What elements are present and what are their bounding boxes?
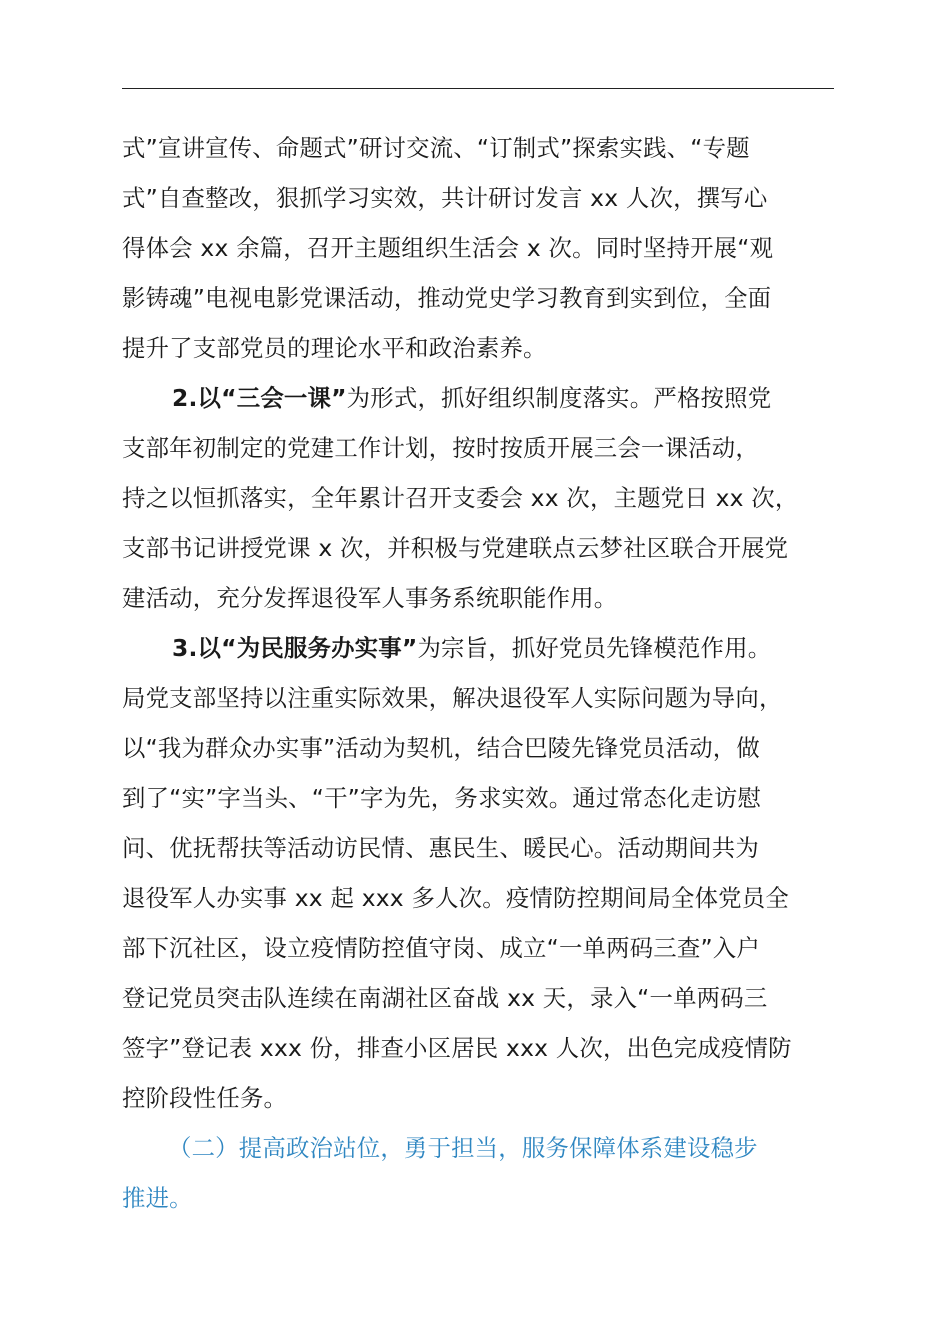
text-line: 部下沉社区，设立疫情防控值守岗、成立“一单两码三查”入户 — [122, 934, 760, 962]
text-line: 支部年初制定的党建工作计划，按时按质开展三会一课活动， — [122, 434, 759, 462]
text-line: 式”宣讲宣传、命题式”研讨交流、“订制式”探索实践、“专题 — [122, 134, 750, 162]
text-line: 式”自查整改，狠抓学习实效，共计研讨发言 xx 人次，撰写心 — [122, 184, 768, 212]
section-heading-line: 推进。 — [122, 1184, 193, 1212]
paragraph-study-activities — [122, 123, 838, 373]
text-line — [122, 373, 838, 423]
text-line: 签字”登记表 xxx 份，排查小区居民 xxx 人次，出色完成疫情防 — [122, 1034, 792, 1062]
text-line: 退役军人办实事 xx 起 xxx 多人次。疫情防控期间局全体党员全 — [122, 884, 789, 912]
document-body — [122, 123, 838, 1223]
text-line: 建活动，充分发挥退役军人事务系统职能作用。 — [122, 584, 618, 612]
item-serve-people — [122, 623, 838, 1123]
text-line: 控阶段性任务。 — [122, 1084, 288, 1112]
item-organization-system — [122, 373, 838, 623]
text-line: 问、优抚帮扶等活动访民情、惠民生、暖民心。活动期间共为 — [122, 834, 759, 862]
text-line: 登记党员突击队连续在南湖社区奋战 xx 天，录入“一单两码三 — [122, 984, 768, 1012]
item-heading: 2.以“三会一课” — [172, 384, 347, 412]
section-heading-2 — [122, 1123, 838, 1223]
header-rule — [122, 88, 834, 89]
section-heading-line: （二）提高政治站位，勇于担当，服务保障体系建设稳步 — [168, 1134, 758, 1162]
item-heading: 3.以“为民服务办实事” — [172, 634, 418, 662]
text-line: 到了“实”字当头、“干”字为先，务求实效。通过常态化走访慰 — [122, 784, 762, 812]
text-line: 支部书记讲授党课 x 次，并积极与党建联点云梦社区联合开展党 — [122, 534, 789, 562]
text-line: 影铸魂”电视电影党课活动，推动党史学习教育到实到位，全面 — [122, 284, 772, 312]
text-line: 以“我为群众办实事”活动为契机，结合巴陵先锋党员活动，做 — [122, 734, 760, 762]
text-line: 持之以恒抓落实，全年累计召开支委会 xx 次，主题党日 xx 次， — [122, 484, 799, 512]
text-line: 局党支部坚持以注重实际效果，解决退役军人实际问题为导向， — [122, 684, 783, 712]
text-line — [122, 623, 838, 673]
text-line: 得体会 xx 余篇，召开主题组织生活会 x 次。同时坚持开展“观 — [122, 234, 774, 262]
text-line: 提升了支部党员的理论水平和政治素养。 — [122, 334, 547, 362]
item-heading-rest: 为形式，抓好组织制度落实。严格按照党 — [346, 384, 772, 412]
item-heading-rest: 为宗旨，抓好党员先锋模范作用。 — [417, 634, 772, 662]
